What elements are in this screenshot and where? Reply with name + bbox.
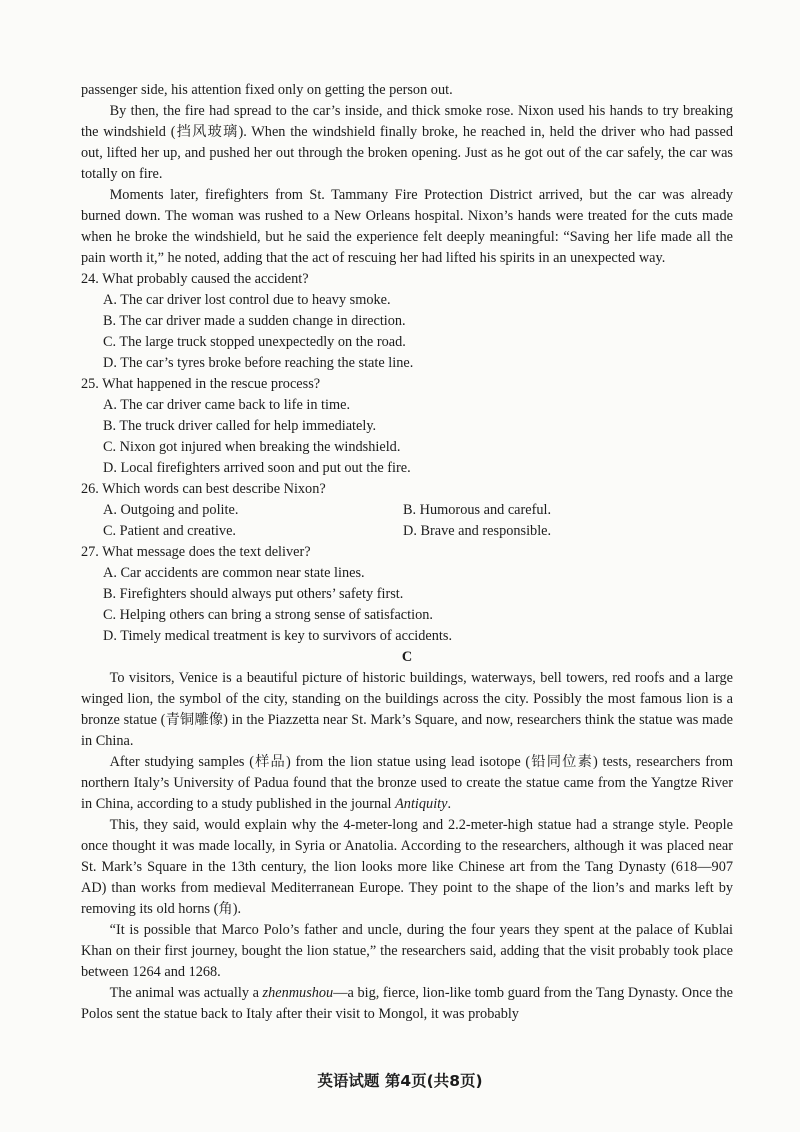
passage-paragraph: To visitors, Venice is a beautiful picture of historic buildings, waterways, bell towers, red roofs and a large winged lion, the symbol of the city, standing on the buildings across the city. Possibly the most famous lion is a bronze statue (青铜雕像) in the Piazzetta near St. Mark’s Square, and now, researchers think the statue was made in China. (81, 670, 733, 749)
question-24 (81, 269, 733, 374)
exam-page (81, 80, 733, 1025)
option: B. Humorous and careful. (403, 502, 552, 518)
option-row (81, 500, 733, 521)
option: C. Helping others can bring a strong sense of satisfaction. (103, 607, 433, 623)
option: B. The car driver made a sudden change in direction. (103, 313, 406, 329)
option: D. The car’s tyres broke before reaching the state line. (103, 355, 414, 371)
passage-paragraph: “It is possible that Marco Polo’s father and uncle, during the four years they spent at the palace of Kublai Khan on their first journey, bought the lion statue,” the researchers said, adding that the visit probably took place between 1264 and 1268. (81, 922, 733, 980)
question-27 (81, 542, 733, 647)
option: B. Firefighters should always put others’ safety first. (103, 586, 404, 602)
option: A. The car driver lost control due to heavy smoke. (103, 292, 391, 308)
page-footer: 英语试题 第4页(共8页) (317, 1072, 483, 1090)
option: C. The large truck stopped unexpectedly on the road. (103, 334, 406, 350)
option: B. The truck driver called for help immediately. (103, 418, 377, 434)
paragraph-text: After studying samples (样品) from the lion statue using lead isotope (铅同位素) tests, researchers from northern Italy’s University of Padua found that the bronze used to create the statue came from the Yangtze River in China, according to a study published in the journal (81, 754, 733, 812)
question-stem: 26. Which words can best describe Nixon? (81, 481, 326, 497)
option: A. Car accidents are common near state lines. (103, 565, 365, 581)
italic-term: zhenmushou (262, 985, 334, 1001)
option: C. Patient and creative. (103, 523, 236, 539)
passage-paragraph: This, they said, would explain why the 4-meter-long and 2.2-meter-high statue had a strange style. People once thought it was made locally, in Syria or Anatolia. According to the researchers, although it was placed near St. Mark’s Square in the 13th century, the lion looks more like Chinese art from the Tang Dynasty (618—907 AD) than works from medieval Mediterranean Europe. They point to the shape of the lion’s and marks left by removing its old horns (角). (81, 817, 733, 917)
paragraph-text: The animal was actually a (109, 985, 263, 1001)
paragraph-text: . (447, 796, 452, 812)
question-stem: 25. What happened in the rescue process? (81, 376, 321, 392)
question-stem: 27. What message does the text deliver? (81, 544, 311, 560)
option: D. Brave and responsible. (403, 523, 552, 539)
passage-paragraph (81, 752, 733, 815)
paragraph-text: —a big, fierce, lion-like tomb guard from the Tang Dynasty. Once the Polos sent the statue back to Italy after their visit to Mongol, it was probably (81, 985, 733, 1022)
question-stem: 24. What probably caused the accident? (81, 271, 309, 287)
option: C. Nixon got injured when breaking the windshield. (103, 439, 401, 455)
option: A. The car driver came back to life in time. (103, 397, 351, 413)
option-row (81, 521, 733, 542)
passage-paragraph: passenger side, his attention fixed only on getting the person out. (81, 82, 453, 98)
option: A. Outgoing and polite. (103, 502, 239, 518)
option: D. Local firefighters arrived soon and put out the fire. (103, 460, 411, 476)
question-26 (81, 479, 733, 542)
passage-paragraph (81, 983, 733, 1025)
passage-paragraph: By then, the fire had spread to the car’s inside, and thick smoke rose. Nixon used his hands to try breaking the windshield (挡风玻璃). When the windshield finally broke, he reached in, held the driver who had passed out, lifted her up, and pushed her out through the broken opening. Just as he got out of the car safely, the car was totally on fire. (81, 103, 733, 182)
journal-name: Antiquity (395, 796, 448, 812)
question-25 (81, 374, 733, 479)
section-heading: C (401, 649, 413, 665)
passage-paragraph: Moments later, firefighters from St. Tammany Fire Protection District arrived, but the car was already burned down. The woman was rushed to a New Orleans hospital. Nixon’s hands were treated for the cuts made when he broke the windshield, but he said the experience felt deeply meaningful: “Saving her life made all the pain worth it,” he noted, adding that the act of rescuing her had lifted his spirits in an unexpected way. (81, 187, 733, 266)
option: D. Timely medical treatment is key to survivors of accidents. (103, 628, 453, 644)
